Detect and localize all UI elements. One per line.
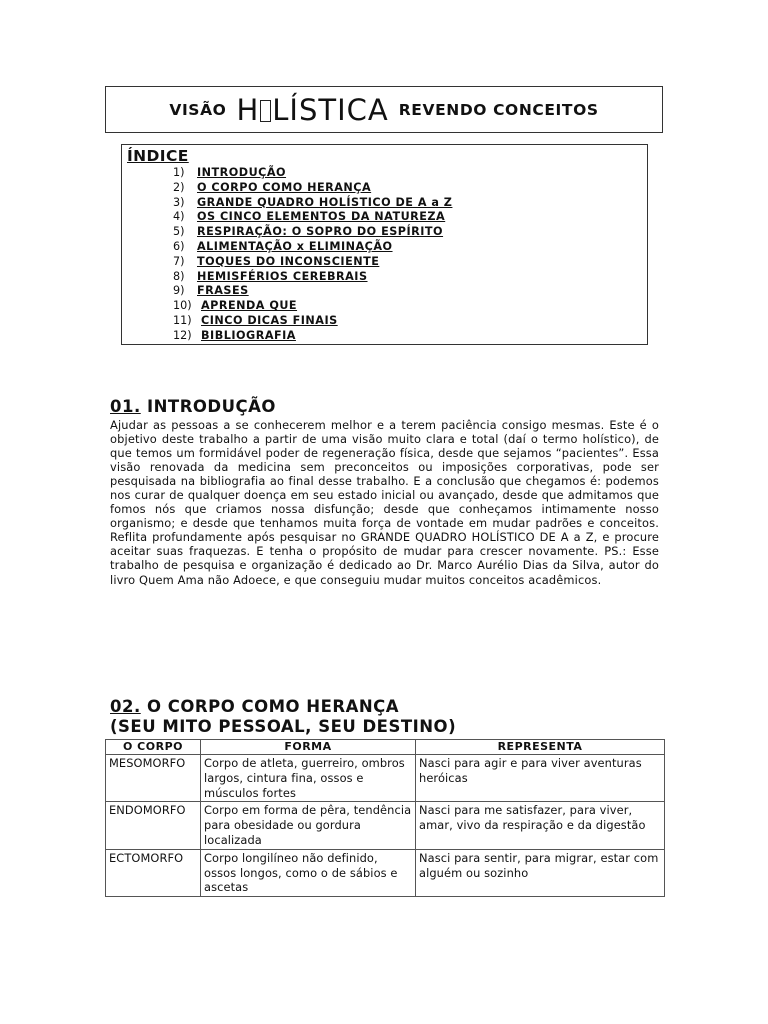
toc-item	[173, 166, 452, 181]
cell-body-type: ECTOMORFO	[106, 849, 201, 896]
cell-body-type: MESOMORFO	[106, 755, 201, 802]
cell-body-type: ENDOMORFO	[106, 802, 201, 849]
toc-number: 8)	[173, 269, 185, 283]
toc-item	[173, 329, 452, 344]
cell-form: Corpo longilíneo não definido, ossos longos, como o de sábios e ascetas	[201, 849, 416, 896]
title-revendo-conceitos: REVENDO CONCEITOS	[398, 100, 599, 119]
document-title	[105, 86, 663, 133]
toc-link-respiracao[interactable]: RESPIRAÇÃO: O SOPRO DO ESPÍRITO	[197, 225, 444, 239]
table-row	[106, 849, 665, 896]
table-row	[106, 755, 665, 802]
toc-number: 5)	[173, 225, 185, 239]
toc-item	[173, 181, 452, 196]
toc-link-hemisferios[interactable]: HEMISFÉRIOS CEREBRAIS	[197, 269, 368, 283]
toc-number: 12)	[173, 328, 192, 342]
toc-link-cinco-dicas[interactable]: CINCO DICAS FINAIS	[201, 313, 338, 327]
toc-list	[173, 166, 452, 344]
toc-link-corpo-heranca[interactable]: O CORPO COMO HERANÇA	[197, 180, 372, 194]
toc-link-aprenda-que[interactable]: APRENDA QUE	[201, 299, 298, 313]
toc-link-grande-quadro[interactable]: GRANDE QUADRO HOLÍSTICO DE A a Z	[197, 195, 453, 209]
toc-number: 3)	[173, 195, 185, 209]
toc-link-toques[interactable]: TOQUES DO INCONSCIENTE	[197, 254, 380, 268]
toc-item	[173, 299, 452, 314]
toc-item	[173, 284, 452, 299]
toc-item	[173, 210, 452, 225]
title-listica: LÍSTICA	[272, 92, 389, 127]
title-visao: VISÃO	[169, 100, 227, 119]
toc-link-alimentacao[interactable]: ALIMENTAÇÃO x ELIMINAÇÃO	[197, 239, 393, 253]
introduction-paragraph: Ajudar as pessoas a se conhecerem melhor e a terem paciência consigo mesmas. Este é o objetivo deste trabalho a partir de uma visão muito clara e total (daí o termo holístico), de que temos um formidável poder de regeneração física, desde que sejamos “pacientes”. Essa visão renovada da medicina sem preconceitos ou imposições corporativas, pode ser pesquisada na bibliografia ao final desse trabalho. E a conclusão que chegamos é: podemos nos curar de qualquer doença em seu estado inicial ou avançado, desde que admitamos que fomos nós que criamos nossa disfunção; desde que conheçamos intimamente nosso organismo; e desde que tenhamos muita força de vontade em mudar padrões e conceitos. Reflita profundamente após pesquisar no GRANDE QUADRO HOLÍSTICO DE A a Z, e procure aceitar suas fraquezas. E tenha o propósito de mudar para crescer novamente. PS.: Esse trabalho de pesquisa e organização é dedicado ao Dr. Marco Aurélio Dias da Silva, autor do livro Quem Ama não Adoece, e que conseguiu mudar muitos conceitos acadêmicos.	[110, 418, 659, 587]
toc-number: 6)	[173, 239, 185, 253]
toc-link-cinco-elementos[interactable]: OS CINCO ELEMENTOS DA NATUREZA	[197, 210, 446, 224]
title-h: H	[236, 92, 260, 127]
toc-number: 1)	[173, 166, 185, 179]
toc-number: 7)	[173, 254, 185, 268]
toc-number: 4)	[173, 210, 185, 224]
toc-item	[173, 314, 452, 329]
section-1-heading	[110, 397, 276, 416]
section-1-title: INTRODUÇÃO	[146, 397, 276, 416]
section-2-heading	[110, 697, 399, 716]
column-header-representa: REPRESENTA	[416, 740, 665, 755]
toc-number: 11)	[173, 313, 192, 327]
section-2-subtitle: (SEU MITO PESSOAL, SEU DESTINO)	[110, 717, 457, 736]
column-header-corpo: O CORPO	[106, 740, 201, 755]
body-types-table	[105, 739, 665, 897]
toc-link-introducao[interactable]: INTRODUÇÃO	[197, 166, 287, 179]
toc-item	[173, 196, 452, 211]
table-header-row	[106, 740, 665, 755]
cell-form: Corpo em forma de pêra, tendência para obesidade ou gordura localizada	[201, 802, 416, 849]
toc-link-bibliografia[interactable]: BIBLIOGRAFIA	[201, 328, 296, 342]
title-holistica	[236, 93, 388, 127]
toc-number: 10)	[173, 299, 192, 313]
cell-represents: Nasci para agir e para viver aventuras heróicas	[416, 755, 665, 802]
toc-item	[173, 240, 452, 255]
column-header-forma: FORMA	[201, 740, 416, 755]
toc-item	[173, 270, 452, 285]
cell-represents: Nasci para sentir, para migrar, estar com alguém ou sozinho	[416, 849, 665, 896]
toc-number: 9)	[173, 284, 185, 298]
toc-link-frases[interactable]: FRASES	[197, 284, 249, 298]
cell-represents: Nasci para me satisfazer, para viver, amar, vivo da respiração e da digestão	[416, 802, 665, 849]
section-1-number: 01.	[110, 397, 141, 416]
toc-item	[173, 255, 452, 270]
toc-number: 2)	[173, 180, 185, 194]
cell-form: Corpo de atleta, guerreiro, ombros largos, cintura fina, ossos e músculos fortes	[201, 755, 416, 802]
table-row	[106, 802, 665, 849]
missing-glyph-icon	[260, 100, 271, 122]
section-2-title: O CORPO COMO HERANÇA	[146, 697, 400, 716]
toc-item	[173, 225, 452, 240]
section-2-number: 02.	[110, 697, 141, 716]
table-of-contents	[121, 144, 648, 345]
toc-title: ÍNDICE	[127, 147, 189, 165]
